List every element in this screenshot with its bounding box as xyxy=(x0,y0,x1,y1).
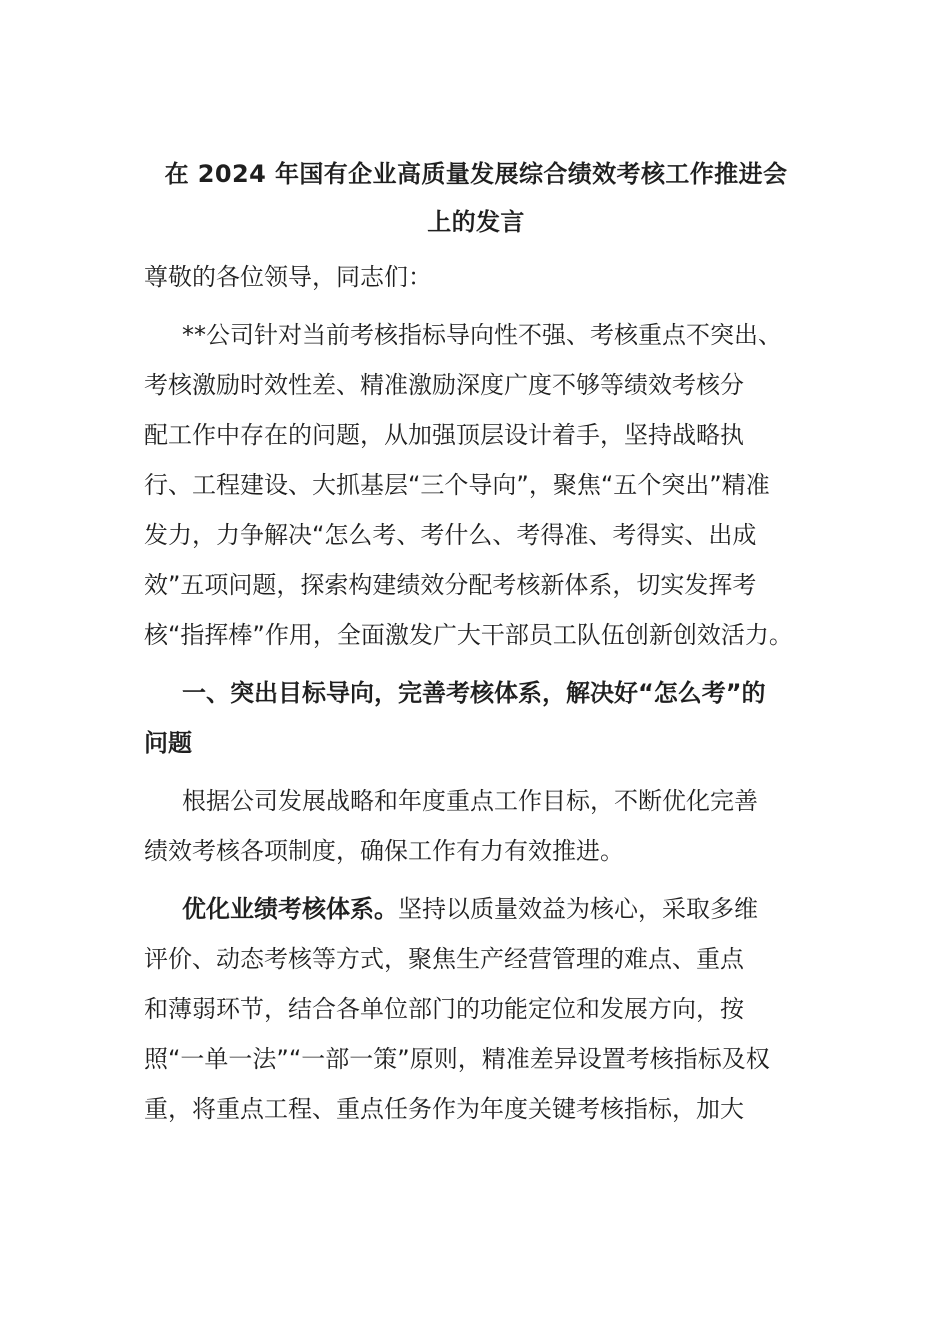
performance-first-line xyxy=(144,884,808,934)
body-line: 绩效考核各项制度，确保工作有力有效推进。 xyxy=(144,837,624,865)
section-1-body xyxy=(144,776,808,876)
paragraph-text: 坚持以质量效益为核心，采取多维 xyxy=(398,895,758,923)
document-page xyxy=(144,150,808,1142)
intro-line: 发力，力争解决“怎么考、考什么、考得准、考得实、出成 xyxy=(144,521,757,549)
section-1-heading xyxy=(144,668,808,768)
body-line: 和薄弱环节，结合各单位部门的功能定位和发展方向，按 xyxy=(144,995,744,1023)
intro-line: **公司针对当前考核指标导向性不强、考核重点不突出、 xyxy=(182,321,782,349)
body-line: 照“一单一法”“一部一策”原则，精准差异设置考核指标及权 xyxy=(144,1045,770,1073)
section-heading-line: 问题 xyxy=(144,729,192,757)
intro-line: 配工作中存在的问题，从加强顶层设计着手，坚持战略执 xyxy=(144,421,744,449)
title-line-2: 上的发言 xyxy=(427,208,525,236)
intro-line: 行、工程建设、大抓基层“三个导向”，聚焦“五个突出”精准 xyxy=(144,471,770,499)
title-line-1: 在 2024 年国有企业高质量发展综合绩效考核工作推进会 xyxy=(164,160,788,188)
intro-paragraph xyxy=(144,310,808,660)
performance-paragraph xyxy=(144,884,808,1134)
intro-line: 效”五项问题，探索构建绩效分配考核新体系，切实发挥考 xyxy=(144,571,757,599)
body-line: 评价、动态考核等方式，聚焦生产经营管理的难点、重点 xyxy=(144,945,744,973)
paragraph-lead: 优化业绩考核体系。 xyxy=(182,895,398,923)
body-line: 根据公司发展战略和年度重点工作目标，不断优化完善 xyxy=(182,787,758,815)
greeting: 尊敬的各位领导，同志们： xyxy=(144,263,432,291)
section-heading-line: 一、突出目标导向，完善考核体系，解决好“怎么考”的 xyxy=(182,679,766,707)
intro-line: 考核激励时效性差、精准激励深度广度不够等绩效考核分 xyxy=(144,371,744,399)
intro-line: 核“指挥棒”作用，全面激发广大干部员工队伍创新创效活力。 xyxy=(144,621,793,649)
body-line: 重，将重点工程、重点任务作为年度关键考核指标，加大 xyxy=(144,1095,744,1123)
document-title xyxy=(144,150,808,246)
